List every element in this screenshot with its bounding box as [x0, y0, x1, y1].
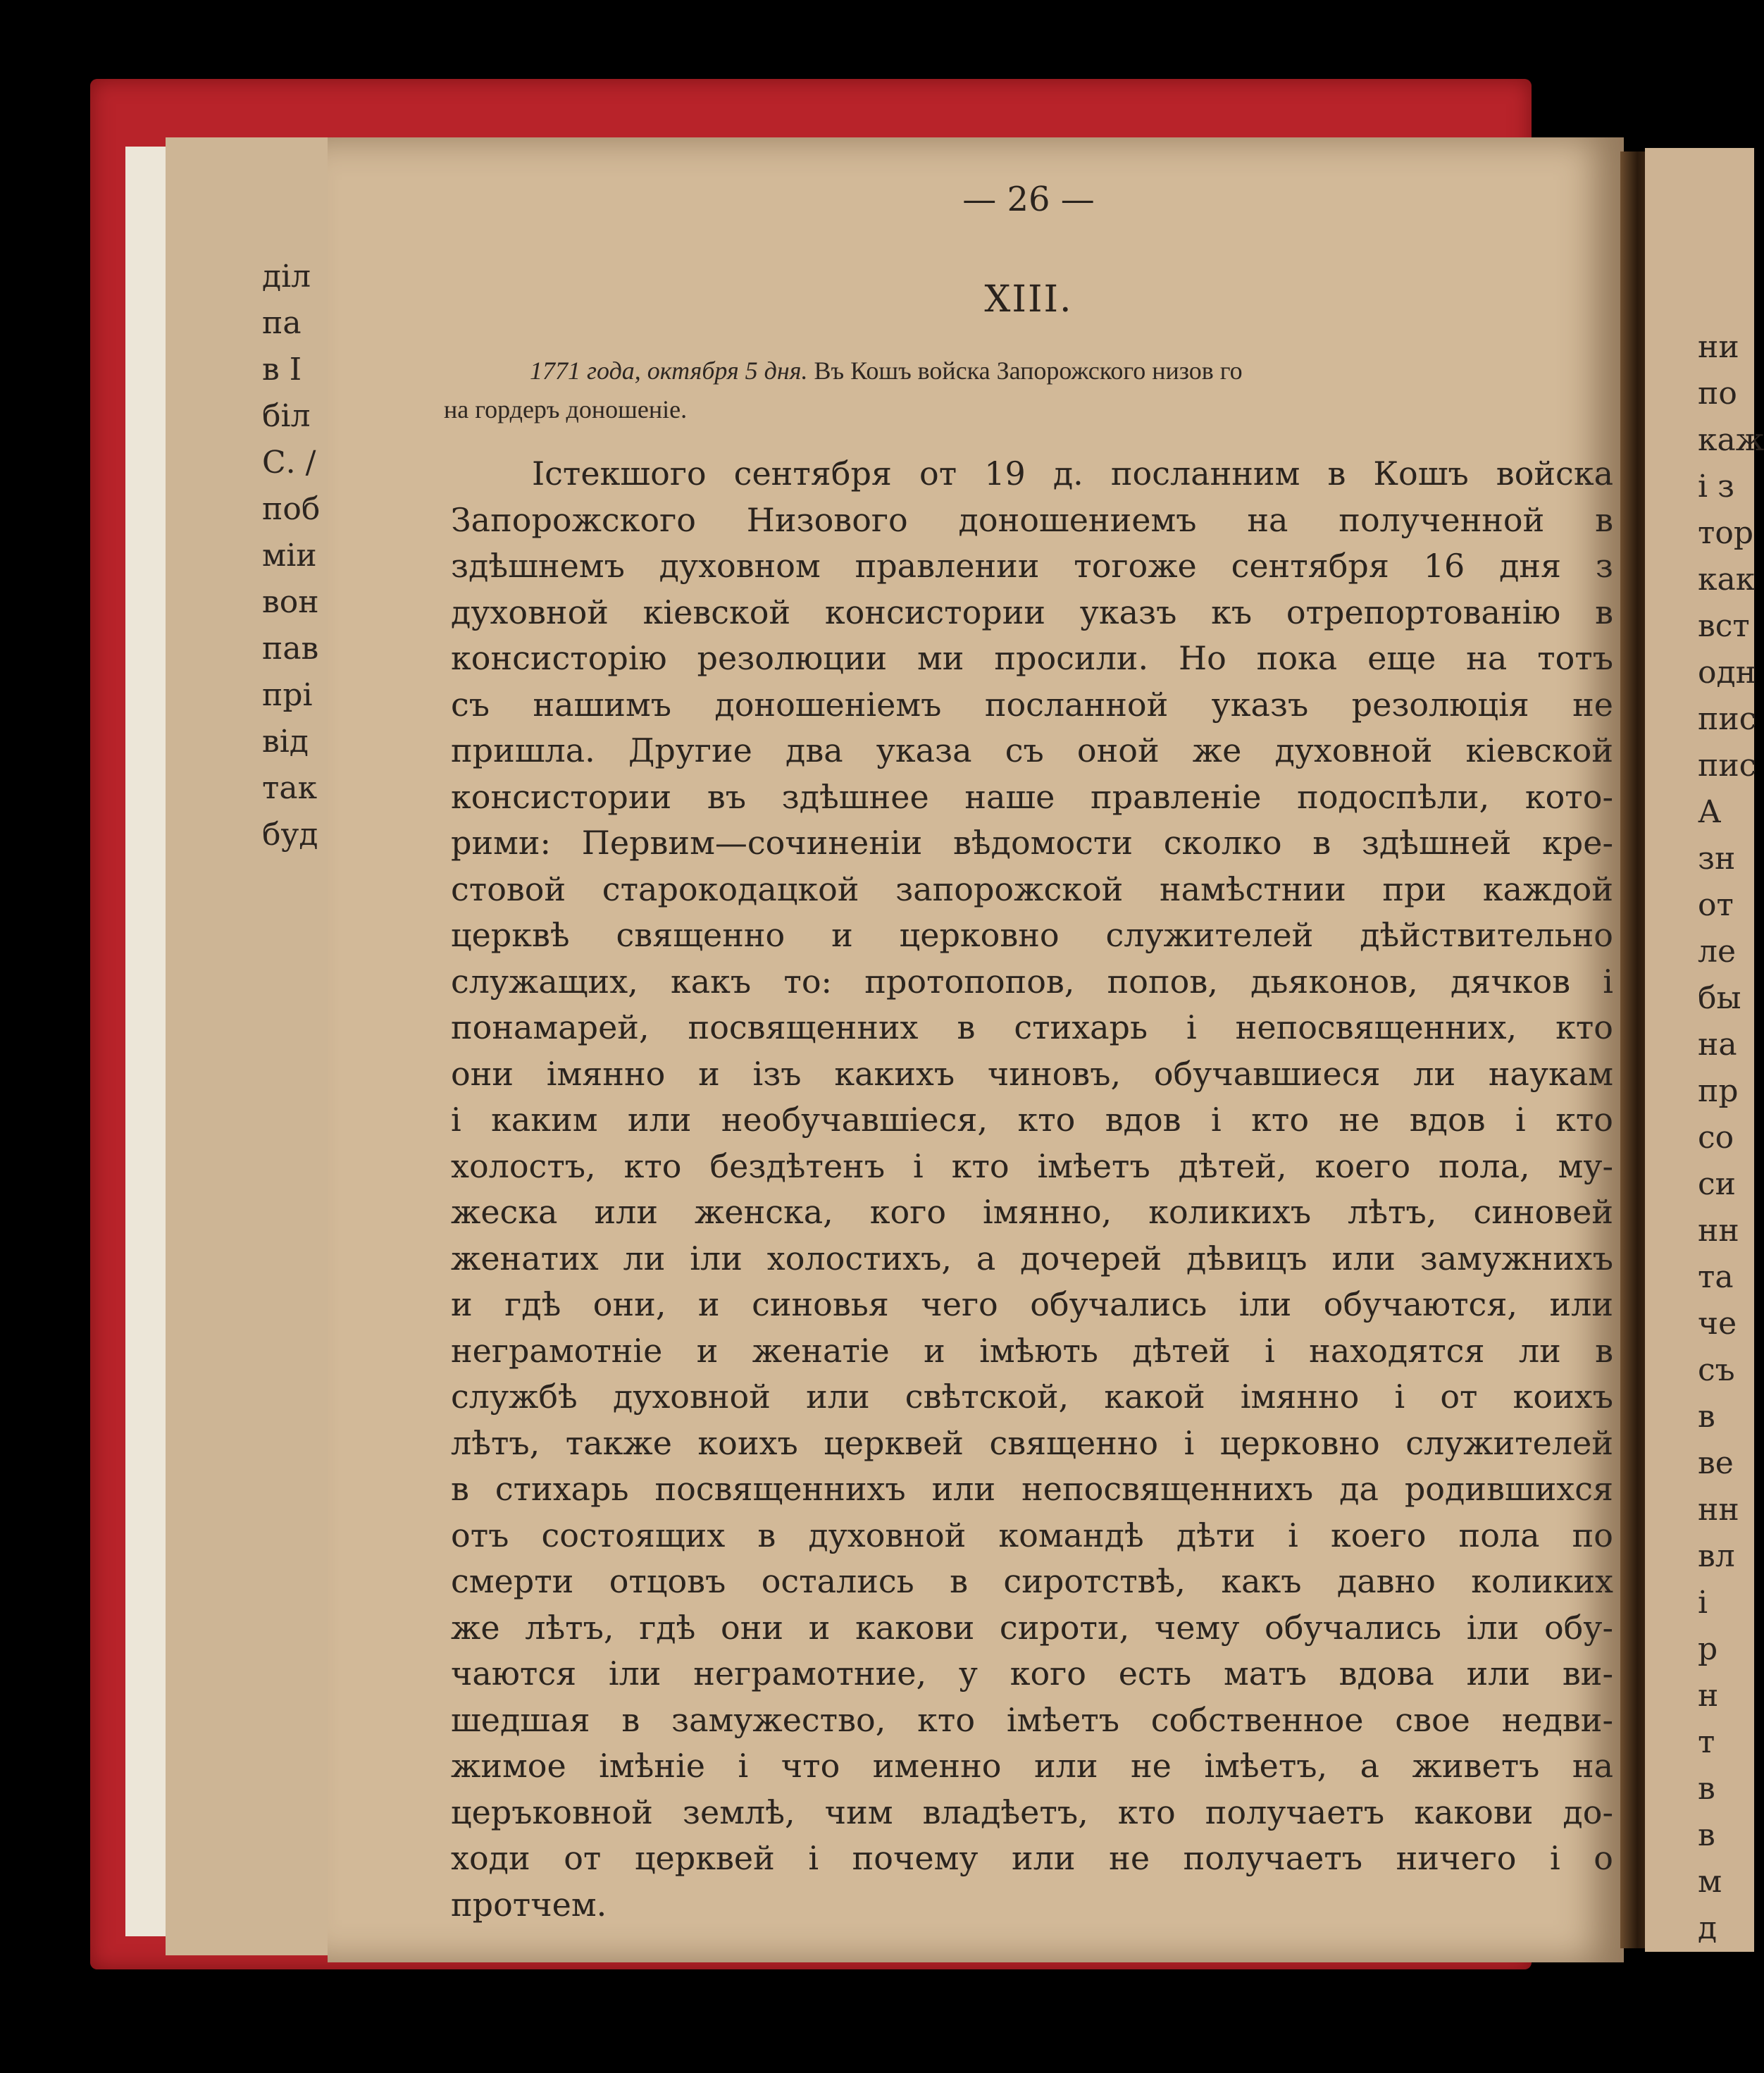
page-fragment: ве — [1698, 1445, 1734, 1481]
book-gutter — [1620, 151, 1648, 1948]
body-line: чаются іли неграмотние, у кого есть матъ вдова или ви- — [451, 1654, 1613, 1693]
document-heading — [530, 356, 1243, 385]
page-fragment: одн — [1698, 655, 1756, 691]
page-fragment: си — [1698, 1166, 1736, 1202]
body-line: же лѣтъ, гдѣ они и какови сироти, чему обучались іли обу- — [451, 1608, 1613, 1647]
body-line: в стихарь посвященнихъ или непосвященнихъ да родившихся — [451, 1470, 1613, 1508]
heading-text: Въ Кошъ войска Запорожского низов го — [814, 357, 1243, 385]
page-fragment: в І — [262, 352, 302, 388]
body-line: холостъ, кто бездѣтенъ і кто імѣетъ дѣтей, коего пола, му- — [451, 1146, 1613, 1185]
page-fragment: каж — [1698, 422, 1764, 458]
page-fragment: от — [1698, 887, 1734, 923]
page-fragment: пис — [1698, 701, 1757, 737]
page-fragment: нн — [1698, 1213, 1739, 1249]
page-fragment: і з — [1698, 469, 1735, 505]
page-fragment: д — [1698, 1910, 1718, 1946]
page-fragment: біл — [262, 398, 311, 434]
page-fragment: ле — [1698, 934, 1736, 970]
page-fragment: р — [1698, 1631, 1718, 1667]
page-fragment: А — [1698, 794, 1722, 830]
page-fragment: в — [1698, 1817, 1715, 1853]
body-line: пришла. Другие два указа съ оной же духовной кіевской — [451, 731, 1613, 769]
page-fragment: в — [1698, 1771, 1715, 1807]
body-line: рими: Первим—сочиненіи вѣдомости сколко в здѣшней кре- — [451, 824, 1613, 862]
body-line: лѣтъ, также коихъ церквей священно і церковно служителей — [451, 1423, 1613, 1462]
page-fragment: пр — [1698, 1073, 1739, 1109]
body-line: отъ состоящих в духовной командѣ дѣти і коего пола по — [451, 1516, 1613, 1554]
body-line: съ нашимъ доношеніемъ посланной указъ резолюція не — [451, 685, 1613, 724]
body-line: і каким или необучавшіеся, кто вдов і кто не вдов і кто — [451, 1101, 1613, 1139]
page-fragment: че — [1698, 1306, 1737, 1342]
page-fragment: так — [262, 770, 318, 806]
body-line: духовной кіевской консистории указъ къ отрепортованію в — [451, 593, 1613, 631]
body-line: стовой старокодацкой запорожской намѣстнии при каждой — [451, 870, 1613, 908]
page-fragment: бы — [1698, 980, 1741, 1016]
body-line: и гдѣ они, и синовья чего обучались іли обучаются, или — [451, 1285, 1613, 1323]
page-fragment: від — [262, 724, 309, 760]
document-heading-line2: на гордеръ доношеніе. — [444, 395, 688, 423]
body-line: шедшая в замужество, кто імѣетъ собственное свое недви- — [451, 1700, 1613, 1739]
page-fragment: поб — [262, 491, 321, 527]
page-fragment: па — [262, 305, 302, 341]
body-line: консисторію резолюции ми просили. Но пока еще на тотъ — [451, 639, 1613, 677]
page-fragment: пис — [1698, 748, 1757, 784]
body-line: Істекшого сентября от 19 д. посланним в Кошъ войска — [532, 454, 1613, 493]
page-fragment: буд — [262, 817, 318, 853]
right-page-fragments — [1698, 324, 1764, 1952]
body-line: службѣ духовной или свѣтской, какой імянно і от коихъ — [451, 1378, 1613, 1416]
page-fragment: зн — [1698, 841, 1736, 877]
page-fragment: ни — [1698, 329, 1739, 365]
body-text — [451, 451, 1613, 1928]
page-fragment: т — [1698, 1724, 1715, 1760]
body-line: женатих ли іли холостихъ, а дочерей дѣвицъ или замужнихъ — [451, 1239, 1613, 1277]
heading-date: 1771 года, октября 5 дня. — [530, 357, 808, 385]
page-fragment: тор — [1698, 515, 1753, 551]
body-line: консистории въ здѣшнее наше правленіе подоспѣли, кото- — [451, 777, 1613, 816]
page-fragment: как — [1698, 562, 1756, 598]
body-line: церквѣ священно и церковно служителей дѣйствительно — [451, 916, 1613, 954]
page-fragment: та — [1698, 1259, 1734, 1295]
body-line: жимое імѣніе і что именно или не імѣетъ, а живетъ на — [451, 1747, 1613, 1785]
body-line: они імянно и ізъ какихъ чиновъ, обучавшиеся ли наукам — [451, 1054, 1613, 1093]
page-fragment: нн — [1698, 1492, 1739, 1528]
page-fragment: пав — [262, 631, 319, 667]
body-line: протчем. — [451, 1885, 607, 1924]
body-line: жеска или женска, кого імянно, коликихъ лѣтъ, синовей — [451, 1193, 1613, 1231]
section-heading: XIII. — [984, 278, 1073, 321]
page-fragment: в — [1698, 1399, 1715, 1435]
page-fragment: прі — [262, 677, 313, 713]
page-fragment: съ — [1698, 1352, 1735, 1388]
body-line: понамарей, посвященних в стихарь і непосвященних, кто — [451, 1008, 1613, 1046]
page-number: — 26 — — [962, 180, 1095, 219]
body-line: служащих, какъ то: протопопов, попов, дьяконов, дячков і — [451, 962, 1613, 1001]
page-fragment: на — [1698, 1027, 1737, 1063]
page-fragment: вст — [1698, 608, 1750, 644]
page-fragment: по — [1698, 376, 1737, 411]
page-fragment: вон — [262, 584, 319, 620]
page-fragment: міи — [262, 538, 317, 574]
page-fragment: вл — [1698, 1538, 1735, 1574]
page-fragment: н — [1698, 1678, 1719, 1714]
body-line: Запорожского Низового доношениемъ на полученной в — [451, 500, 1613, 539]
body-line: ходи от церквей і почему или не получаетъ ничего і о — [451, 1839, 1613, 1877]
page-fragment: со — [1698, 1120, 1734, 1156]
left-page-fragments — [262, 254, 320, 858]
page-fragment: С. / — [262, 445, 316, 481]
page-edge — [125, 147, 168, 1936]
body-line: смерти отцовъ остались в сиротствѣ, какъ давно коликих — [451, 1562, 1613, 1600]
page-fragment: діл — [262, 259, 311, 295]
body-line: неграмотніе и женатіе и імѣють дѣтей і находятся ли в — [451, 1331, 1613, 1370]
page-fragment: і — [1698, 1585, 1708, 1621]
body-line: здѣшнемъ духовном правлении тогоже сентября 16 дня з — [451, 547, 1613, 585]
page-fragment: м — [1698, 1864, 1722, 1900]
body-line: церъковной землѣ, чим владѣетъ, кто получаетъ какови до- — [451, 1793, 1613, 1831]
